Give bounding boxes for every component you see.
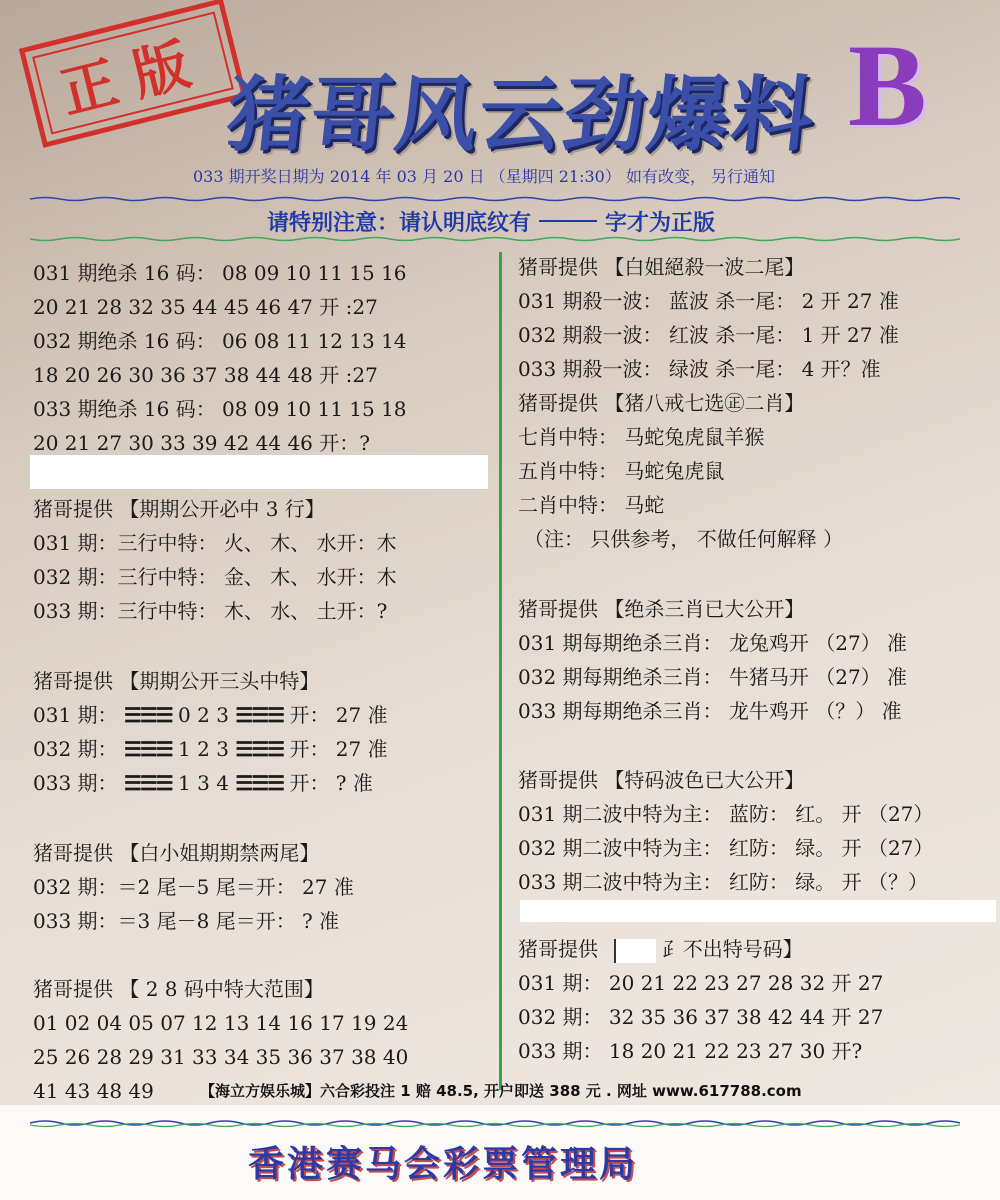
santou-row <box>33 766 493 800</box>
section-header <box>518 932 988 966</box>
head-numbers: 0 2 3 <box>178 703 229 727</box>
advertisement: 【海立方娱乐城】六合彩投注 1 赔 48.5, 开户即送 388 元 . 网址 www.617788.com <box>200 1082 802 1100</box>
issue-label: 032 期： <box>33 737 118 761</box>
trigram-icon: ☰☰☰ <box>123 703 172 727</box>
issue-label: 031 期： <box>33 703 118 727</box>
xiao-row: 五肖中特： 马蛇兔虎鼠 <box>518 459 725 483</box>
sanxing-row: 032 期：三行中特： 金、 木、 水开：木 <box>33 565 397 589</box>
sanxing-section <box>33 492 493 628</box>
bose-row: 033 期二波中特为主： 红防： 绿。 开 （？） <box>518 870 928 894</box>
sanxing-row: 033 期：三行中特： 木、 水、 土开：? <box>33 599 388 623</box>
xiao-section <box>518 386 988 556</box>
bo-row: 032 期殺一波： 红波 杀一尾： 1 开 27 准 <box>518 323 899 347</box>
santou-row <box>33 732 493 766</box>
sanxiao-row: 031 期每期绝杀三肖： 龙兔鸡开 （27） 准 <box>518 631 908 655</box>
tema-section <box>518 932 988 1068</box>
tema-row: 032 期： 32 35 36 37 38 42 44 开 27 <box>518 1005 884 1029</box>
result-text: 开： 27 准 <box>289 703 388 727</box>
kill16-line: 20 21 27 30 33 39 42 44 46 开：? <box>33 431 370 455</box>
sanxing-row: 031 期：三行中特： 火、 木、 水开：木 <box>33 531 397 555</box>
trigram-icon: ☰☰☰ <box>235 703 284 727</box>
authenticity-notice <box>267 206 715 237</box>
kill16-line: 18 20 26 30 36 37 38 44 48 开 :27 <box>33 363 378 387</box>
footer-title: 香港赛马会彩票管理局 <box>248 1144 639 1185</box>
sanxiao-section <box>518 592 988 728</box>
bo-section <box>518 250 988 386</box>
kill16-line: 033 期绝杀 16 码： 08 09 10 11 15 18 <box>33 397 407 421</box>
trigram-icon: ☰☰☰ <box>123 771 172 795</box>
tema-row: 031 期： 20 21 22 23 27 28 32 开 27 <box>518 971 884 995</box>
draw-date-notice: 033 期开奖日期为 2014 年 03 月 20 日 （星期四 21:30） 如有改变， 另行通知 <box>193 167 776 186</box>
edition-letter: B <box>848 20 927 151</box>
authenticity-notice-left: 请特别注意：请认明底纹有 <box>267 211 532 236</box>
stamp-border <box>32 11 234 134</box>
wave-divider-bottom <box>30 236 960 242</box>
authenticity-notice-right: 字才为正版 <box>605 211 716 236</box>
section-header: 猪哥提供 【期期公开三头中特】 <box>33 669 320 693</box>
kill16-line: 032 期绝杀 16 码： 06 08 11 12 13 14 <box>33 329 407 353</box>
tema-row: 033 期： 18 20 21 22 23 27 30 开? <box>518 1039 863 1063</box>
bo-row: 031 期殺一波： 蓝波 杀一尾： 2 开 27 准 <box>518 289 899 313</box>
liangwei-row: 033 期：＝3 尾－8 尾＝开： ? 准 <box>33 909 340 933</box>
kill16-line: 031 期绝杀 16 码： 08 09 10 11 15 16 <box>33 261 407 285</box>
section-header-left: 猪哥提供 <box>518 937 598 961</box>
issue-label: 033 期： <box>33 771 118 795</box>
liangwei-row: 032 期：＝2 尾－5 尾＝开： 27 准 <box>33 875 354 899</box>
head-numbers: 1 3 4 <box>178 771 229 795</box>
sanxiao-row: 033 期每期绝杀三肖： 龙牛鸡开 （？） 准 <box>518 699 902 723</box>
bo-row: 033 期殺一波： 绿波 杀一尾： 4 开？准 <box>518 357 881 381</box>
trigram-icon: ☰☰☰ <box>235 771 284 795</box>
head-numbers: 1 2 3 <box>178 737 229 761</box>
section-header: 猪哥提供 【猪八戒七选㊣二肖】 <box>518 391 805 415</box>
left-column <box>33 256 493 460</box>
section-header: 猪哥提供 【白姐絕殺一波二尾】 <box>518 255 805 279</box>
authentic-stamp <box>19 0 247 148</box>
xiao-row: 七肖中特： 马蛇兔虎鼠羊猴 <box>518 425 765 449</box>
liangwei-section <box>33 836 493 938</box>
ma28-row: 41 43 48 49 <box>33 1079 154 1103</box>
ma28-row: 25 26 28 29 31 33 34 35 36 37 38 40 <box>33 1045 409 1069</box>
blank-strip <box>30 455 488 489</box>
wave-divider-footer <box>30 1118 960 1128</box>
bose-row: 032 期二波中特为主： 红防： 绿。 开 （27） <box>518 836 934 860</box>
page-title: 猪哥风云劲爆料 <box>222 68 821 163</box>
trigram-icon: ☰☰☰ <box>123 737 172 761</box>
stamp-text: 正版 <box>54 26 214 127</box>
wave-divider-top <box>30 196 960 202</box>
section-header: 猪哥提供 【期期公开必中 3 行】 <box>33 497 325 521</box>
xiao-row: 二肖中特： 马蛇 <box>518 493 665 517</box>
section-header: 猪哥提供 【特码波色已大公开】 <box>518 768 805 792</box>
column-divider <box>499 252 502 1090</box>
result-text: 开： 27 准 <box>289 737 388 761</box>
blank-strip <box>614 939 656 963</box>
trigram-icon: ☰☰☰ <box>235 737 284 761</box>
santou-section <box>33 664 493 800</box>
sanxiao-row: 032 期每期绝杀三肖： 牛猪马开 （27） 准 <box>518 665 908 689</box>
section-header: 猪哥提供 【绝杀三肖已大公开】 <box>518 597 805 621</box>
ma28-row: 01 02 04 05 07 12 13 14 16 17 19 24 <box>33 1011 409 1035</box>
blank-strip <box>520 900 996 922</box>
blank-gap <box>539 220 597 222</box>
disclaimer-note: （注： 只供参考， 不做任何解释 ） <box>524 527 844 551</box>
section-header: 猪哥提供 【白小姐期期禁两尾】 <box>33 841 320 865</box>
santou-row <box>33 698 493 732</box>
section-header-right: ⺪不出特号码】 <box>662 937 803 961</box>
bose-section <box>518 763 996 899</box>
result-text: 开： ? 准 <box>289 771 373 795</box>
section-header: 猪哥提供 【 2 8 码中特大范围】 <box>33 977 324 1001</box>
kill16-line: 20 21 28 32 35 44 45 46 47 开 :27 <box>33 295 378 319</box>
bose-row: 031 期二波中特为主： 蓝防： 红。 开 （27） <box>518 802 934 826</box>
